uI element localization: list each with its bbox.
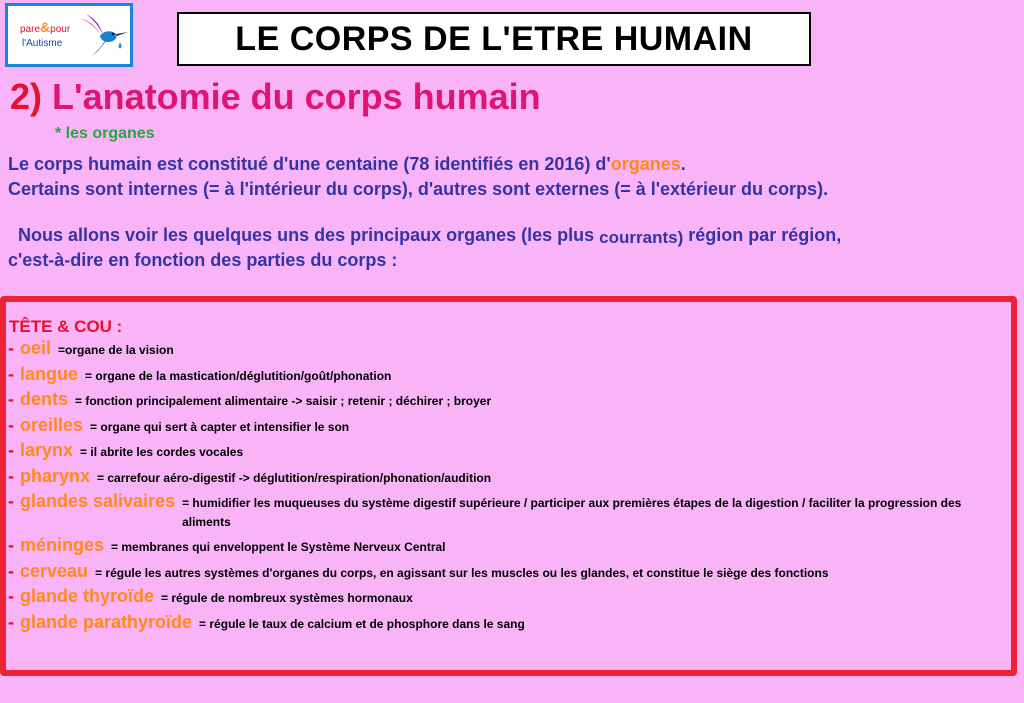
organ-description: = régule de nombreux systèmes hormonaux xyxy=(161,591,413,605)
organ-name: oreilles xyxy=(20,414,84,435)
intro-line-4: c'est-à-dire en fonction des parties du corps : xyxy=(8,250,398,270)
organ-name: langue xyxy=(20,363,79,384)
intro-line-1 xyxy=(8,152,1018,177)
organ-box-head-neck xyxy=(0,296,1017,676)
bullet-dash: - xyxy=(8,560,14,581)
intro-line-3 xyxy=(8,223,1018,248)
bullet-dash: - xyxy=(8,440,14,460)
bullet-dash: - xyxy=(8,389,14,409)
bullet-dash: - xyxy=(8,338,14,358)
box-heading: TÊTE & COU : xyxy=(9,317,123,336)
organ-item xyxy=(6,586,1011,612)
organ-item xyxy=(6,561,1011,587)
organ-item xyxy=(6,466,1011,492)
organ-name: oeil xyxy=(20,338,52,358)
section-title xyxy=(10,76,541,118)
intro-courrants: courrants) xyxy=(599,228,684,247)
organ-item xyxy=(6,338,1011,364)
organ-name: glande parathyroïde xyxy=(20,611,193,632)
intro-line-1-end: . xyxy=(680,154,686,174)
organ-list xyxy=(6,338,1011,637)
organ-description: = humidifier les muqueuses du système digestif supérieure / participer aux premières étapes de la digestion / faciliter la progression des aliments xyxy=(182,496,962,529)
organ-item xyxy=(6,415,1011,441)
organ-name: glande thyroïde xyxy=(20,586,155,606)
organ-description: = fonction principalement alimentaire -> saisir ; retenir ; déchirer ; broyer xyxy=(75,394,492,408)
logo-word-pare: pare xyxy=(20,24,41,35)
organ-name: méninges xyxy=(20,535,105,555)
organes-highlight: organes xyxy=(610,154,681,174)
logo xyxy=(5,3,133,67)
intro-line-2: Certains sont internes (= à l'intérieur du corps), d'autres sont externes (= à l'extérieur du corps). xyxy=(8,179,829,199)
bullet-dash: - xyxy=(8,586,14,606)
page-title: LE CORPS DE L'ETRE HUMAIN xyxy=(177,12,811,66)
intro-line-3-end: région par région, xyxy=(683,225,842,245)
bullet-dash: - xyxy=(8,535,14,555)
organ-description: = carrefour aéro-digestif -> déglutition/respiration/phonation/audition xyxy=(97,470,492,485)
organ-description: = organe qui sert à capter et intensifier le son xyxy=(90,419,350,434)
organ-name: pharynx xyxy=(20,465,91,486)
section-number: 2) xyxy=(10,76,43,117)
logo-line2: l'Autisme xyxy=(22,38,63,49)
organ-item xyxy=(6,440,1011,466)
organ-description: = régule le taux de calcium et de phosphore dans le sang xyxy=(199,616,525,631)
bullet-dash: - xyxy=(8,363,14,384)
organ-name: glandes salivaires xyxy=(20,491,176,511)
logo-line1 xyxy=(20,19,71,35)
hummingbird-icon xyxy=(76,12,130,60)
organ-name: dents xyxy=(20,389,69,409)
organ-item xyxy=(6,491,1011,535)
organ-description: = membranes qui enveloppent le Système Nerveux Central xyxy=(111,540,446,554)
organ-item xyxy=(6,389,1011,415)
organ-name: cerveau xyxy=(20,560,89,581)
logo-ampersand: & xyxy=(40,19,51,35)
bullet-dash: - xyxy=(8,491,14,511)
section-title-text: L'anatomie du corps humain xyxy=(52,76,541,117)
organ-description: = il abrite les cordes vocales xyxy=(80,445,244,459)
logo-word-pour: pour xyxy=(50,24,71,35)
intro-text xyxy=(8,152,1018,273)
intro-line-3-text: Nous allons voir les quelques uns des principaux organes (les plus xyxy=(18,225,600,245)
organ-item xyxy=(6,535,1011,561)
bullet-dash: - xyxy=(8,465,14,486)
organ-name: larynx xyxy=(20,440,74,460)
bullet-dash: - xyxy=(8,414,14,435)
organ-item xyxy=(6,364,1011,390)
organ-description: = régule les autres systèmes d'organes du corps, en agissant sur les muscles ou les glandes, et constitue le siège des fonctions xyxy=(95,565,829,580)
organ-description: =organe de la vision xyxy=(58,343,174,357)
organ-item xyxy=(6,612,1011,638)
intro-line-1-text: Le corps humain est constitué d'une centaine (78 identifiés en 2016) d' xyxy=(8,154,611,174)
subtitle: * les organes xyxy=(55,125,155,142)
bullet-dash: - xyxy=(8,611,14,632)
organ-description: = organe de la mastication/déglutition/goût/phonation xyxy=(85,368,392,383)
